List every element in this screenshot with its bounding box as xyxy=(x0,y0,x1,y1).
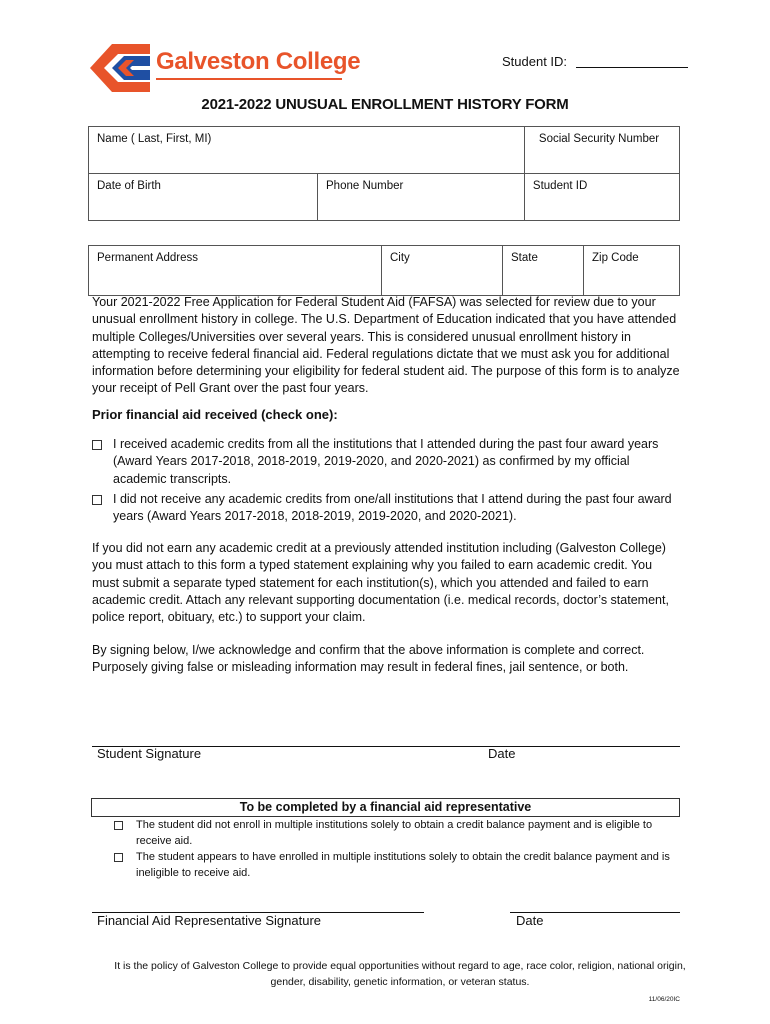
zip-field[interactable] xyxy=(584,246,680,296)
ssn-field[interactable] xyxy=(524,127,679,174)
rep-date-label: Date xyxy=(516,913,544,928)
checkbox-icon[interactable] xyxy=(92,440,102,450)
city-label: City xyxy=(390,252,410,264)
checkbox-icon[interactable] xyxy=(114,853,123,862)
phone-field[interactable] xyxy=(318,174,525,221)
student-info-table xyxy=(88,126,680,221)
checkbox-icon[interactable] xyxy=(92,495,102,505)
name-field[interactable] xyxy=(89,127,525,174)
rep-section-heading: To be completed by a financial aid representative xyxy=(91,798,680,817)
student-id-label: Student ID: xyxy=(502,54,568,69)
address-label: Permanent Address xyxy=(97,252,199,264)
logo-text: Galveston College xyxy=(156,48,361,75)
policy-statement: It is the policy of Galveston College to provide equal opportunities without regard to age, race color, religion, national origin, gender, disability, genetic information, or veteran status. xyxy=(114,960,686,988)
prior-aid-heading: Prior financial aid received (check one): xyxy=(92,407,338,422)
option-label: I did not receive any academic credits from one/all institutions that I attend during the past four award years (Award Years 2017-2018, 2018-2019, 2019-2020, and 2020-2021). xyxy=(113,492,672,524)
logo-chevron-icon xyxy=(90,44,154,92)
college-logo xyxy=(90,44,361,92)
date-label: Date xyxy=(488,746,516,761)
intro-paragraph: Your 2021-2022 Free Application for Federal Student Aid (FAFSA) was selected for review due to your unusual enrollment history in college. The U.S. Department of Education indicated that you have attended multiple Colleges/Universities over several years. This is considered unusual enrollment history in attempting to receive federal financial aid. Federal regulations dictate that we must ask you for additional information before determining your eligibility for federal student aid. The purpose of this form is to analyze your receipt of Pell Grant over the past four years. xyxy=(92,295,680,396)
rep-option-eligible[interactable] xyxy=(114,818,674,849)
student-id-field-label: Student ID xyxy=(532,180,588,192)
checkbox-icon[interactable] xyxy=(114,821,123,830)
no-credit-paragraph: If you did not earn any academic credit at a previously attended institution including (Galveston College) you must attach to this form a typed statement explaining why you failed to earn academic credit. You must submit a separate typed statement for each institution(s), which you attended and failed to earn academic credit. Attach any relevant supporting documentation (i.e. medical records, doctor’s statement, police report, obituary, etc.) to support your claim. xyxy=(92,541,669,625)
city-field[interactable] xyxy=(382,246,503,296)
name-label: Name ( Last, First, MI) xyxy=(97,133,212,145)
rep-option-label: The student did not enroll in multiple institutions solely to obtain a credit balance payment and is eligible to receive aid. xyxy=(136,819,653,847)
option-no-credits[interactable] xyxy=(92,491,682,526)
option-received-credits[interactable] xyxy=(92,436,682,488)
rep-signature-label: Financial Aid Representative Signature xyxy=(97,913,322,928)
phone-label: Phone Number xyxy=(326,180,404,192)
form-title: 2021-2022 UNUSUAL ENROLLMENT HISTORY FORM xyxy=(201,96,569,113)
ssn-label: Social Security Number xyxy=(538,133,660,145)
option-label: I received academic credits from all the institutions that I attended during the past four award years (Award Years 2017-2018, 2018-2019, 2019-2020, and 2020-2021) as confirmed by my official academic transcripts. xyxy=(113,437,659,486)
dob-label: Date of Birth xyxy=(97,180,161,192)
student-id-field[interactable] xyxy=(524,174,679,221)
address-table xyxy=(88,245,680,296)
dob-field[interactable] xyxy=(89,174,318,221)
acknowledge-paragraph: By signing below, I/we acknowledge and confirm that the above information is complete and correct. Purposely giving false or misleading information may result in federal fines, jail sentence, or both. xyxy=(92,643,645,675)
address-field[interactable] xyxy=(89,246,382,296)
rep-option-label: The student appears to have enrolled in multiple institutions solely to obtain the credit balance payment and is ineligible to receive aid. xyxy=(136,851,670,879)
student-signature-label: Student Signature xyxy=(97,746,202,761)
logo-underline xyxy=(156,78,342,80)
state-field[interactable] xyxy=(503,246,584,296)
form-code: 11/06/20IC xyxy=(648,996,680,1003)
state-label: State xyxy=(511,252,538,264)
zip-label: Zip Code xyxy=(592,252,639,264)
student-id-input-line[interactable] xyxy=(576,67,688,68)
rep-option-ineligible[interactable] xyxy=(114,850,674,881)
